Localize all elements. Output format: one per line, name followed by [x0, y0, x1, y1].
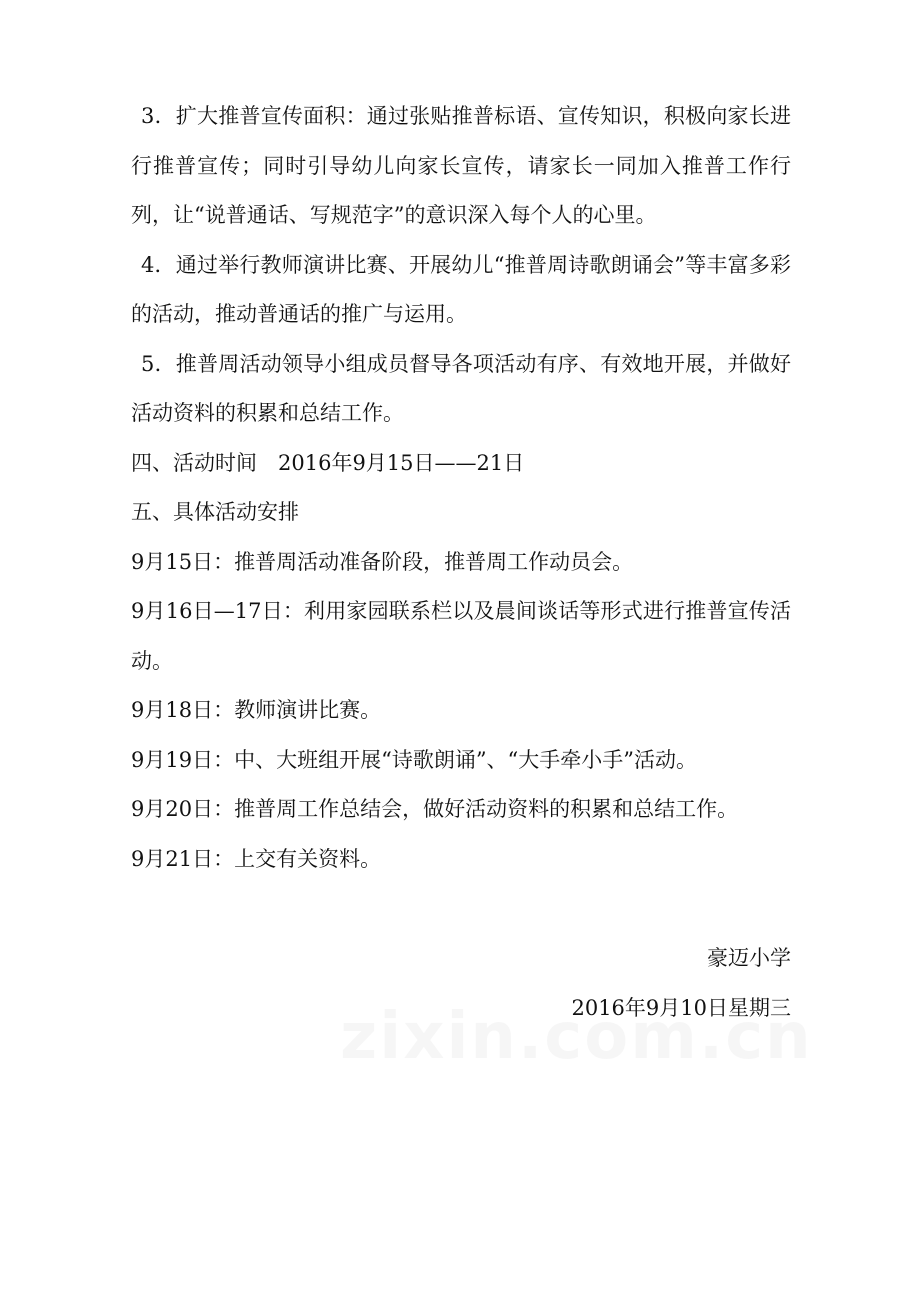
paragraph-item-3: 3．扩大推普宣传面积：通过张贴推普标语、宣传知识，积极向家长进行推普宣传；同时引导幼儿向家长宣传，请家长一同加入推普工作行列，让“说普通话、写规范字”的意识深入每个人的心里。 [131, 104, 791, 227]
section-activity-schedule-heading: 五、具体活动安排 [131, 500, 299, 524]
signature-date: 2016年9月10日星期三 [571, 995, 791, 1020]
schedule-item-sep-15: 9月15日：推普周活动准备阶段，推普周工作动员会。 [131, 549, 634, 574]
document-body [131, 92, 791, 1033]
signature-organization: 豪迈小学 [707, 946, 791, 970]
signature-spacer [131, 884, 791, 934]
section-activity-time: 四、活动时间 2016年9月15日——21日 [131, 450, 525, 475]
schedule-item-sep-20: 9月20日：推普周工作总结会，做好活动资料的积累和总结工作。 [131, 797, 739, 821]
schedule-item-sep-21: 9月21日：上交有关资料。 [131, 846, 382, 871]
schedule-item-sep-16-17: 9月16日—17日：利用家园联系栏以及晨间谈话等形式进行推普宣传活动。 [131, 599, 791, 673]
paragraph-item-4: 4．通过举行教师演讲比赛、开展幼儿“推普周诗歌朗诵会”等丰富多彩的活动，推动普通话的推广与运用。 [131, 252, 791, 326]
schedule-item-sep-19: 9月19日：中、大班组开展“诗歌朗诵”、“大手牵小手”活动。 [131, 747, 698, 772]
paragraph-item-5: 5．推普周活动领导小组成员督导各项活动有序、有效地开展，并做好活动资料的积累和总结工作。 [131, 351, 791, 425]
schedule-item-sep-18: 9月18日：教师演讲比赛。 [131, 698, 382, 722]
